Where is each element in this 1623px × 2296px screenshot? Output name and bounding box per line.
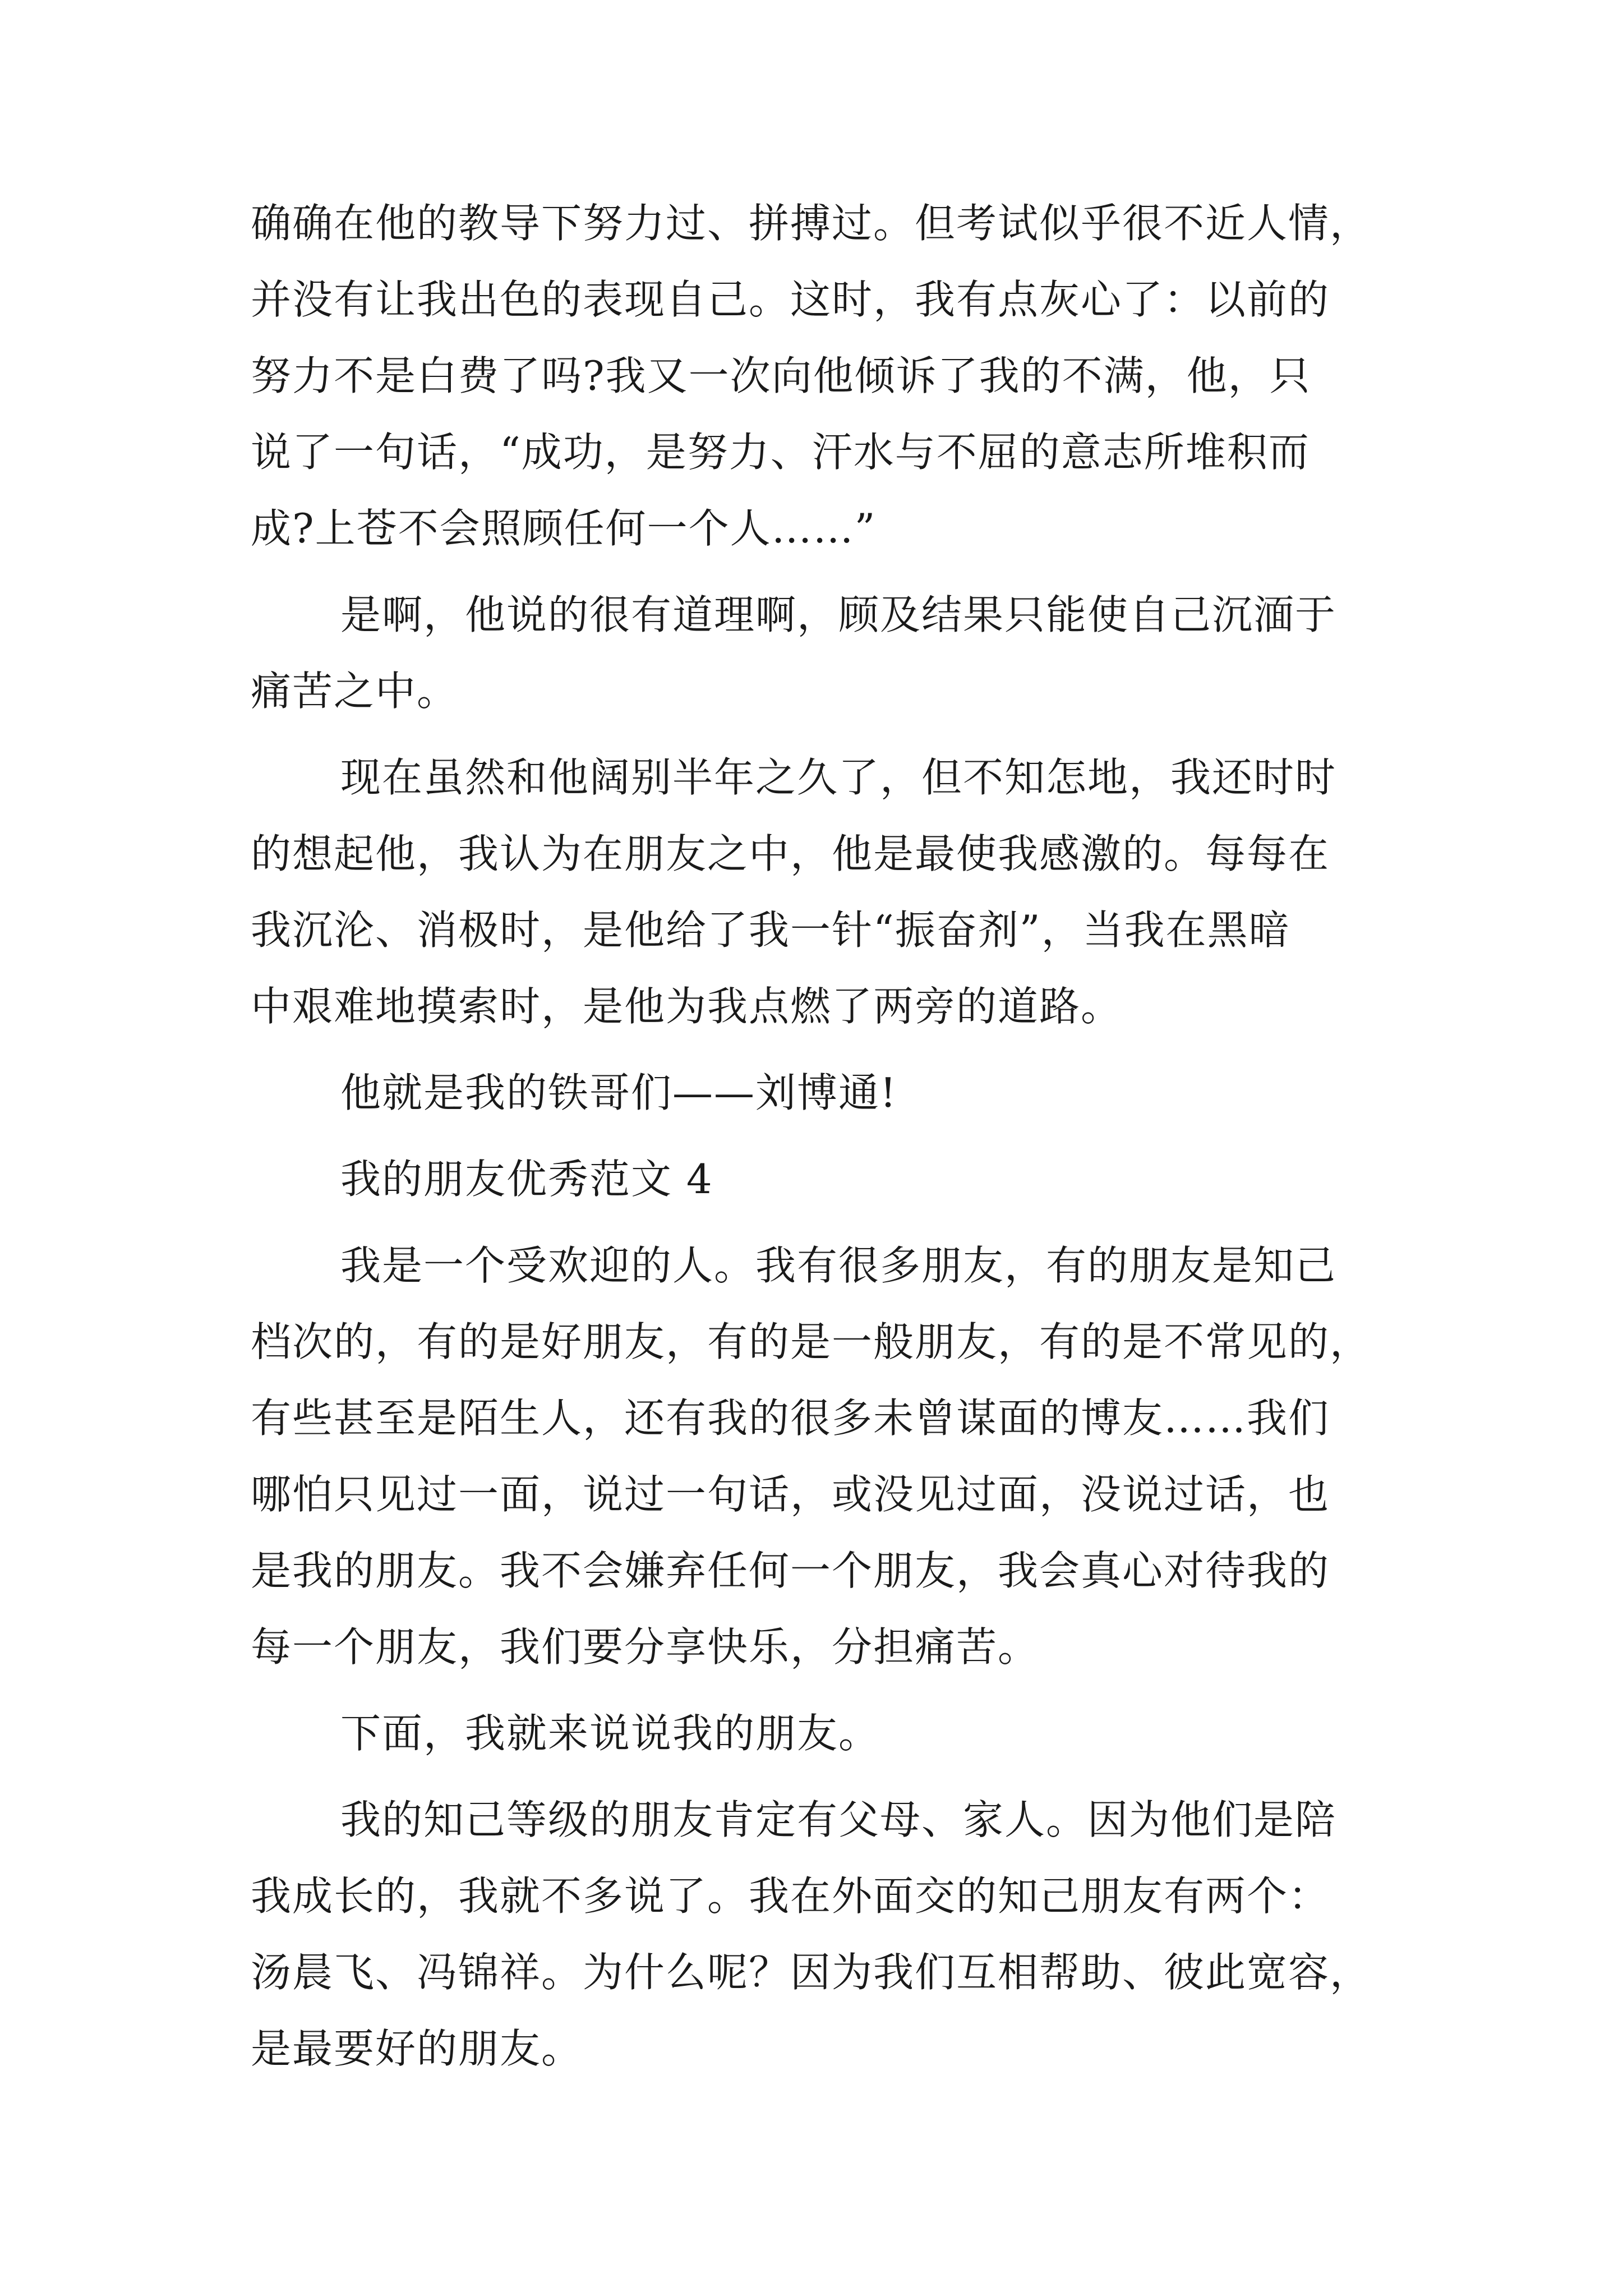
text-line: 并没有让我出色的表现自己。这时，我有点灰心了：以前的 xyxy=(251,276,1330,323)
document-body xyxy=(251,185,1372,2087)
text-line: 每一个朋友，我们要分享快乐，分担痛苦。 xyxy=(251,1623,1040,1671)
paragraph-start-line: 是啊，他说的很有道理啊，顾及结果只能使自己沉湎于 xyxy=(340,591,1337,638)
text-line: 是最要好的朋友。 xyxy=(251,2025,583,2072)
paragraph-start-line: 下面，我就来说说我的朋友。 xyxy=(340,1710,880,1757)
text-line: 我成长的，我就不多说了。我在外面交的知己朋友有两个： xyxy=(251,1872,1330,1920)
text-line: 是我的朋友。我不会嫌弃任何一个朋友，我会真心对待我的 xyxy=(251,1547,1330,1594)
text-line: 努力不是白费了吗?我又一次向他倾诉了我的不满，他，只 xyxy=(251,352,1311,399)
text-line: 档次的，有的是好朋友，有的是一般朋友，有的是不常见的， xyxy=(251,1318,1372,1365)
text-line: 的想起他，我认为在朋友之中，他是最使我感激的。每每在 xyxy=(251,830,1330,877)
paragraph-start-line: 我是一个受欢迎的人。我有很多朋友，有的朋友是知己 xyxy=(340,1242,1337,1289)
text-line: 汤晨飞、冯锦祥。为什么呢？因为我们互相帮助、彼此宽容， xyxy=(251,1949,1372,1996)
text-line: 我沉沦、消极时，是他给了我一针“振奋剂”，当我在黑暗 xyxy=(251,907,1290,954)
text-line: 哪怕只见过一面，说过一句话，或没见过面，没说过话，也 xyxy=(251,1471,1330,1518)
text-line: 说了一句话，“成功，是努力、汗水与不屈的意志所堆积而 xyxy=(251,429,1310,476)
paragraph-start-line: 现在虽然和他阔别半年之久了，但不知怎地，我还时时 xyxy=(340,754,1337,801)
text-line: 痛苦之中。 xyxy=(251,668,459,715)
text-line: 确确在他的教导下努力过、拼搏过。但考试似乎很不近人情， xyxy=(251,200,1372,247)
paragraph-start-line: 我的知己等级的朋友肯定有父母、家人。因为他们是陪 xyxy=(340,1796,1337,1843)
text-line: 成?上苍不会照顾任何一个人……” xyxy=(251,505,877,552)
text-line: 有些甚至是陌生人，还有我的很多未曾谋面的博友……我们 xyxy=(251,1395,1330,1442)
paragraph-start-line: 他就是我的铁哥们——刘博通! xyxy=(340,1069,897,1116)
section-heading: 我的朋友优秀范文 4 xyxy=(340,1156,713,1203)
text-line: 中艰难地摸索时，是他为我点燃了两旁的道路。 xyxy=(251,983,1123,1030)
